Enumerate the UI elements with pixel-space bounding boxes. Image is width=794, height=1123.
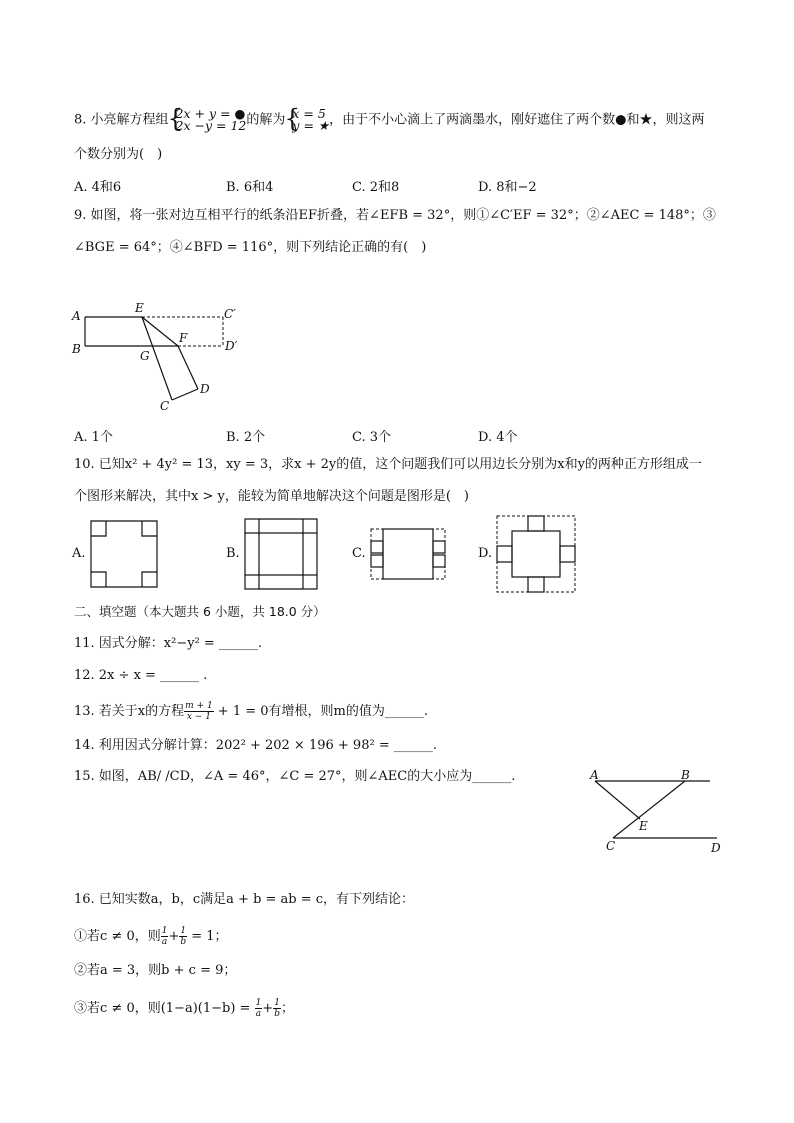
q16-item3-plus: + bbox=[262, 1001, 274, 1016]
q13-fraction bbox=[184, 701, 214, 722]
q10-figure-c bbox=[368, 526, 448, 582]
q8-option-c: C. 2和8 bbox=[352, 180, 400, 195]
q16-item1-prefix: ①若c ≠ 0，则 bbox=[74, 929, 161, 944]
q9-option-a: A. 1个 bbox=[74, 430, 113, 445]
question-10-line-1: 10. 已知x² + 4y² = 13，xy = 3，求x + 2y的值，这个问题我们可以用边长分别为x和y的两种正方形组成一 bbox=[74, 457, 702, 472]
q16-item1-frac-a-num: 1 bbox=[161, 926, 168, 936]
q9-label-c-prime: C′ bbox=[224, 307, 236, 321]
q16-item3-frac-a-den: a bbox=[255, 1009, 262, 1019]
q15-segment-bc bbox=[613, 781, 685, 838]
q16-item1-frac-b-num: 1 bbox=[180, 926, 187, 936]
q16-item1-frac-b-den: b bbox=[180, 937, 187, 947]
q9-label-g: G bbox=[140, 349, 150, 363]
question-11: 11. 因式分解：x²−y² = ______. bbox=[74, 636, 263, 651]
q8-option-d: D. 8和−2 bbox=[478, 180, 537, 195]
q15-segment-ae bbox=[595, 781, 640, 819]
q9-option-d: D. 4个 bbox=[478, 430, 518, 445]
q16-item1-plus: + bbox=[168, 929, 180, 944]
q8-eq2: 2x −y = 12 bbox=[175, 118, 247, 133]
q16-item1-frac-b bbox=[179, 926, 187, 947]
question-8-line-2: 个数分别为( ) bbox=[74, 147, 163, 162]
q8-solution-system bbox=[285, 108, 329, 132]
q9-folding-figure bbox=[68, 300, 248, 415]
q8-option-a: A. 4和6 bbox=[74, 180, 122, 195]
q15-label-e: E bbox=[639, 819, 648, 833]
question-8-line-1 bbox=[74, 108, 704, 132]
q8-equation-system bbox=[169, 108, 247, 132]
q15-label-a: A bbox=[590, 768, 599, 782]
question-9-line-2: ∠BGE = 64°；④∠BFD = 116°，则下列结论正确的有( ) bbox=[74, 240, 427, 255]
q9-option-c: C. 3个 bbox=[352, 430, 392, 445]
q13-numerator: m + 1 bbox=[185, 701, 213, 711]
q8-option-b: B. 6和4 bbox=[226, 180, 274, 195]
question-9-line-1: 9. 如图，将一张对边互相平行的纸条沿EF折叠，若∠EFB = 32°，则①∠C′EF = 32°；②∠AEC = 148°；③ bbox=[74, 208, 716, 223]
question-16-intro: 16. 已知实数a，b，c满足a + b = ab = c，有下列结论： bbox=[74, 892, 415, 907]
q15-label-d: D bbox=[711, 841, 721, 855]
question-12: 12. 2x ÷ x = ______ . bbox=[74, 668, 208, 683]
q13-prefix: 13. 若关于x的方程 bbox=[74, 704, 185, 719]
q16-item3-frac-a-num: 1 bbox=[255, 998, 262, 1008]
q9-edge-cd bbox=[172, 389, 198, 400]
q8-prefix: 8. 小亮解方程组 bbox=[74, 112, 169, 128]
q16-item3-frac-b-num: 1 bbox=[274, 998, 280, 1008]
q8-sol1: { x = 5 bbox=[292, 106, 326, 121]
q9-label-c: C bbox=[160, 399, 170, 413]
q16-item1-suffix: = 1； bbox=[187, 929, 228, 944]
q15-label-c: C bbox=[606, 839, 616, 853]
q16-item1-frac-a-den: a bbox=[161, 937, 168, 947]
q8-suffix: ，由于不小心滴上了两滴墨水，刚好遮住了两个数●和★，则这两 bbox=[329, 112, 705, 128]
q9-option-b: B. 2个 bbox=[226, 430, 266, 445]
q10-figure-d bbox=[495, 514, 577, 594]
section-2-heading: 二、填空题（本大题共 6 小题，共 18.0 分） bbox=[74, 604, 326, 619]
q13-suffix: + 1 = 0有增根，则m的值为______. bbox=[213, 704, 428, 719]
q16-statement-2: ②若a = 3，则b + c = 9； bbox=[74, 963, 237, 978]
q10-option-a-label: A. bbox=[72, 546, 86, 561]
q16-item3-suffix: ； bbox=[280, 1001, 294, 1016]
q9-label-f: F bbox=[179, 331, 188, 345]
q10-option-c-label: C. bbox=[352, 546, 366, 561]
q16-item3-frac-b-den: b bbox=[274, 1009, 280, 1019]
question-13 bbox=[74, 701, 428, 722]
q15-label-b: B bbox=[681, 768, 690, 782]
q9-label-a: A bbox=[72, 309, 81, 323]
q9-label-e: E bbox=[135, 301, 144, 315]
q16-item3-frac-b bbox=[273, 998, 281, 1019]
question-14: 14. 利用因式分解计算：202² + 202 × 196 + 98² = ______. bbox=[74, 738, 437, 753]
q10-figure-a bbox=[88, 518, 160, 590]
q16-statement-1 bbox=[74, 926, 228, 947]
q8-mid: 的解为 bbox=[246, 112, 286, 128]
q10-option-b-label: B. bbox=[226, 546, 240, 561]
q9-edge-fd bbox=[178, 346, 198, 389]
q8-sol2: y = ★ bbox=[292, 118, 330, 133]
q16-statement-3 bbox=[74, 998, 294, 1019]
question-15: 15. 如图，AB/ /CD，∠A = 46°，∠C = 27°，则∠AEC的大小应为______. bbox=[74, 769, 516, 784]
q10-option-d-label: D. bbox=[478, 546, 493, 561]
q8-eq1: { 2x + y = ● bbox=[175, 106, 246, 121]
q9-label-b: B bbox=[72, 342, 81, 356]
q13-denominator: x − 1 bbox=[186, 712, 211, 722]
q10-figure-b bbox=[242, 516, 320, 592]
q9-label-d-prime: D′ bbox=[225, 339, 238, 353]
q9-label-d: D bbox=[200, 382, 210, 396]
q15-parallel-lines-figure bbox=[585, 764, 725, 856]
q16-item3-prefix: ③若c ≠ 0，则(1−a)(1−b) = bbox=[74, 1001, 255, 1016]
question-10-line-2: 个图形来解决，其中x > y，能较为简单地解决这个问题是图形是( ) bbox=[74, 489, 469, 504]
